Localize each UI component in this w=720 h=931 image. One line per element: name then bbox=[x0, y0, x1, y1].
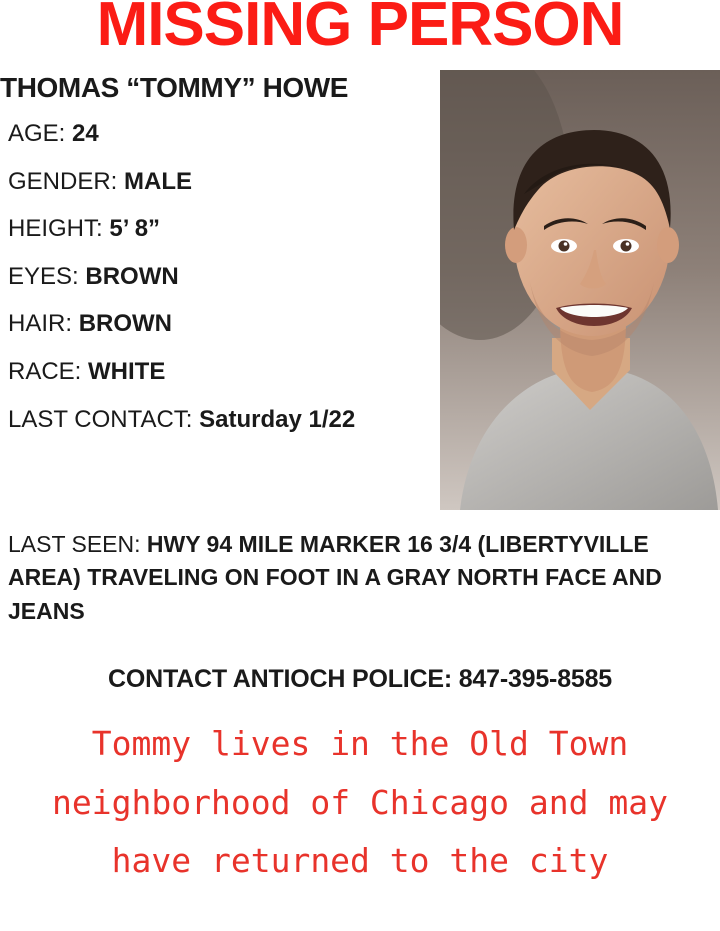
field-value-gender: MALE bbox=[124, 167, 193, 195]
field-value-last-contact: Saturday 1/22 bbox=[199, 405, 356, 433]
list-item bbox=[8, 168, 448, 196]
field-value-age: 24 bbox=[72, 120, 99, 147]
field-value-hair: BROWN bbox=[78, 310, 173, 338]
photo-illustration bbox=[440, 70, 720, 510]
list-item bbox=[8, 406, 448, 434]
field-label-gender: GENDER: bbox=[8, 167, 125, 195]
additional-note bbox=[0, 715, 720, 891]
list-item bbox=[8, 215, 448, 243]
field-value-eyes: BROWN bbox=[85, 262, 179, 290]
list-item bbox=[8, 120, 448, 148]
field-label-race: RACE: bbox=[8, 357, 89, 385]
person-photo bbox=[440, 70, 720, 510]
field-label-last-contact: LAST CONTACT: bbox=[8, 405, 200, 433]
contact-line: CONTACT ANTIOCH POLICE: 847-395-8585 bbox=[107, 665, 613, 693]
last-seen-value: HWY 94 MILE MARKER 16 3/4 (LIBERTYVILLE AREA) TRAVELING ON FOOT IN A GRAY NORTH FACE AND JEANS bbox=[8, 531, 662, 624]
field-label-eyes: EYES: bbox=[8, 262, 86, 290]
attributes-list bbox=[8, 120, 448, 453]
field-value-height: 5’ 8” bbox=[109, 215, 161, 243]
field-label-height: HEIGHT: bbox=[8, 215, 110, 243]
page-title: MISSING PERSON bbox=[96, 0, 624, 59]
list-item bbox=[8, 310, 448, 338]
list-item bbox=[8, 358, 448, 386]
note-line-3: have returned to the city bbox=[111, 841, 609, 881]
note-line-1: Tommy lives in the Old Town bbox=[91, 724, 629, 763]
person-name: THOMAS “TOMMY” HOWE bbox=[0, 72, 349, 103]
field-label-age: AGE: bbox=[8, 120, 73, 147]
last-seen-label: LAST SEEN: bbox=[8, 531, 147, 557]
list-item bbox=[8, 263, 448, 291]
last-seen-block bbox=[8, 528, 708, 628]
note-line-2: neighborhood of Chicago and may bbox=[52, 782, 668, 822]
field-value-race: WHITE bbox=[88, 357, 166, 385]
field-label-hair: HAIR: bbox=[8, 310, 79, 338]
